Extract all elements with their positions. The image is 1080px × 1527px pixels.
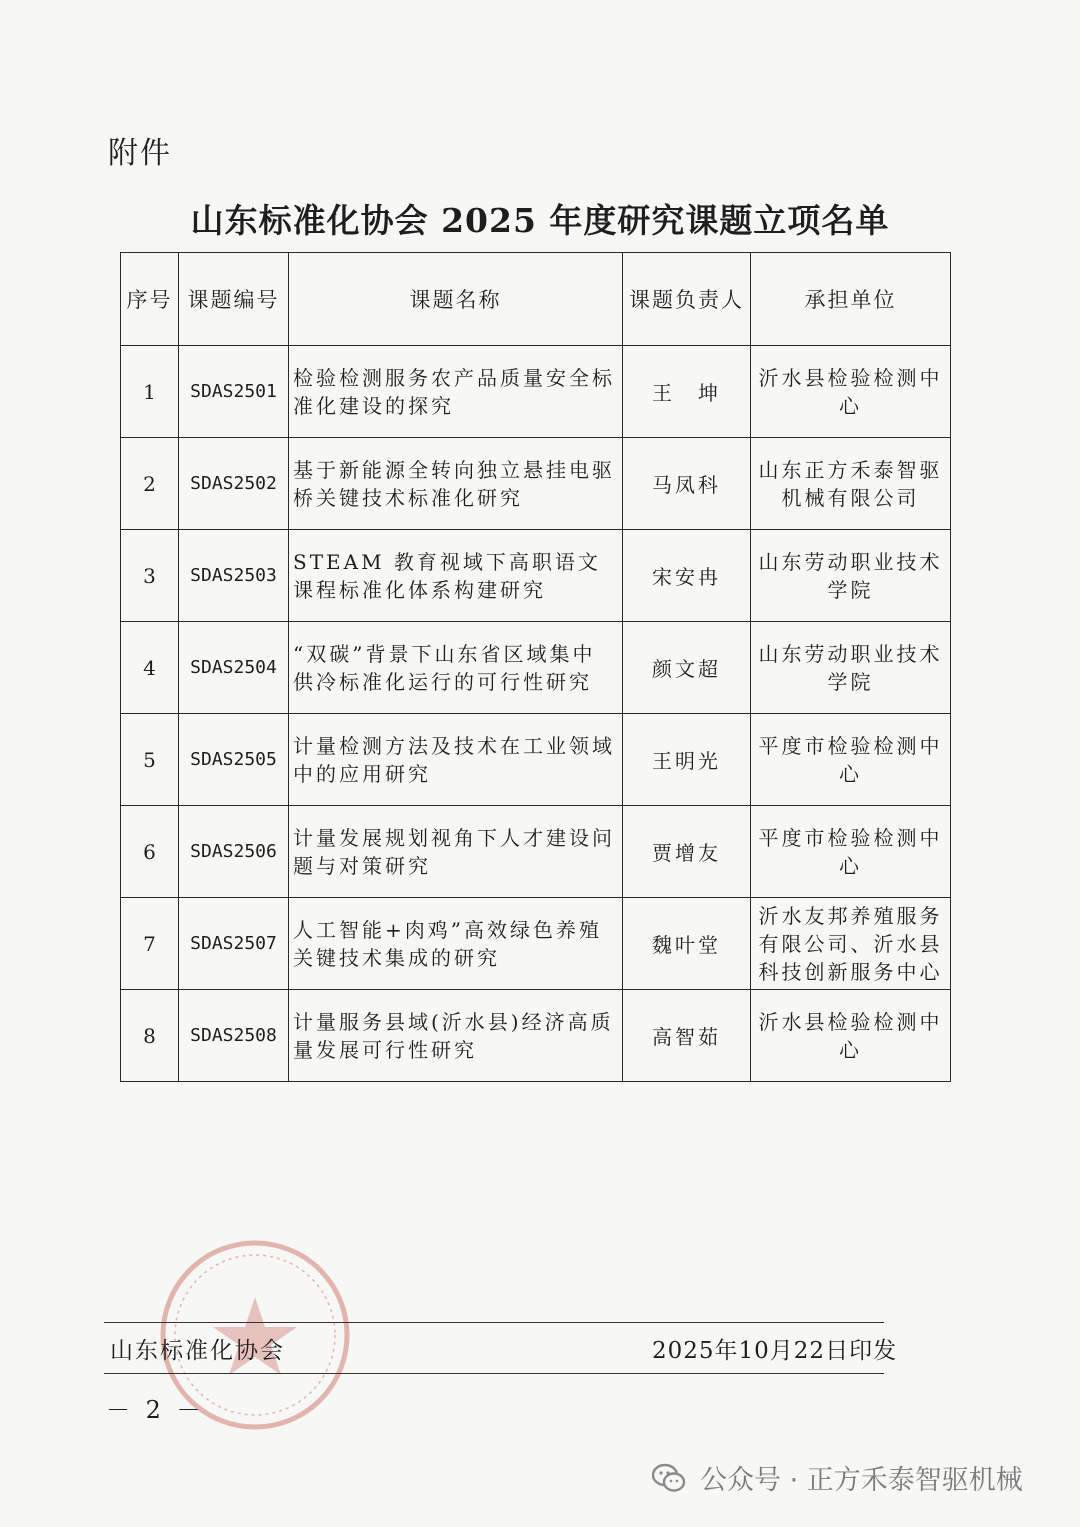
row-name: 人工智能+肉鸡”高效绿色养殖关键技术集成的研究 bbox=[289, 898, 623, 990]
row-lead: 宋安冉 bbox=[623, 530, 751, 622]
row-lead: 王明光 bbox=[623, 714, 751, 806]
row-no: 7 bbox=[121, 898, 179, 990]
table-row bbox=[121, 990, 951, 1082]
row-unit: 平度市检验检测中心 bbox=[751, 714, 951, 806]
issuer-name: 山东标准化协会 bbox=[110, 1338, 285, 1364]
issue-date: 2025年10月22日印发 bbox=[652, 1338, 898, 1364]
row-name: 计量服务县域(沂水县)经济高质量发展可行性研究 bbox=[289, 990, 623, 1082]
wechat-watermark bbox=[652, 1458, 1023, 1497]
row-no: 1 bbox=[121, 346, 179, 438]
row-no: 8 bbox=[121, 990, 179, 1082]
row-name: 计量检测方法及技术在工业领域中的应用研究 bbox=[289, 714, 623, 806]
table-row bbox=[121, 530, 951, 622]
row-lead: 马凤科 bbox=[623, 438, 751, 530]
table-row bbox=[121, 714, 951, 806]
row-code: SDAS2506 bbox=[179, 806, 289, 898]
table-row bbox=[121, 806, 951, 898]
row-code: SDAS2503 bbox=[179, 530, 289, 622]
row-code: SDAS2502 bbox=[179, 438, 289, 530]
table-row bbox=[121, 622, 951, 714]
row-unit: 沂水友邦养殖服务有限公司、沂水县科技创新服务中心 bbox=[751, 898, 951, 990]
row-name: 基于新能源全转向独立悬挂电驱桥关键技术标准化研究 bbox=[289, 438, 623, 530]
table-header-row bbox=[121, 253, 951, 346]
row-unit: 沂水县检验检测中心 bbox=[751, 346, 951, 438]
row-code: SDAS2508 bbox=[179, 990, 289, 1082]
row-code: SDAS2504 bbox=[179, 622, 289, 714]
page-title: 山东标准化协会 2025 年度研究课题立项名单 bbox=[190, 201, 890, 240]
header-lead: 课题负责人 bbox=[623, 253, 751, 346]
row-name: “双碳”背景下山东省区域集中供冷标准化运行的可行性研究 bbox=[289, 622, 623, 714]
page-number: － 2 － bbox=[106, 1396, 205, 1424]
row-no: 5 bbox=[121, 714, 179, 806]
row-lead: 贾增友 bbox=[623, 806, 751, 898]
row-unit: 沂水县检验检测中心 bbox=[751, 990, 951, 1082]
row-no: 3 bbox=[121, 530, 179, 622]
table-row bbox=[121, 346, 951, 438]
row-code: SDAS2507 bbox=[179, 898, 289, 990]
row-code: SDAS2501 bbox=[179, 346, 289, 438]
row-unit: 山东正方禾泰智驱机械有限公司 bbox=[751, 438, 951, 530]
footer-top-rule bbox=[104, 1322, 884, 1323]
table-row bbox=[121, 898, 951, 990]
header-name: 课题名称 bbox=[289, 253, 623, 346]
row-no: 2 bbox=[121, 438, 179, 530]
project-list-table bbox=[120, 252, 951, 1082]
row-lead: 高智茹 bbox=[623, 990, 751, 1082]
row-name: STEAM 教育视域下高职语文课程标准化体系构建研究 bbox=[289, 530, 623, 622]
wechat-text: 公众号 · 正方禾泰智驱机械 bbox=[700, 1465, 1023, 1496]
attachment-label: 附件 bbox=[108, 136, 172, 171]
row-name: 计量发展规划视角下人才建设问题与对策研究 bbox=[289, 806, 623, 898]
row-no: 4 bbox=[121, 622, 179, 714]
row-unit: 平度市检验检测中心 bbox=[751, 806, 951, 898]
row-no: 6 bbox=[121, 806, 179, 898]
row-unit: 山东劳动职业技术学院 bbox=[751, 622, 951, 714]
table-row bbox=[121, 438, 951, 530]
row-lead: 魏叶堂 bbox=[623, 898, 751, 990]
header-no: 序号 bbox=[121, 253, 179, 346]
header-unit: 承担单位 bbox=[751, 253, 951, 346]
footer-bottom-rule bbox=[104, 1373, 884, 1374]
row-lead: 王 坤 bbox=[623, 346, 751, 438]
wechat-icon bbox=[652, 1463, 686, 1493]
row-name: 检验检测服务农产品质量安全标准化建设的探究 bbox=[289, 346, 623, 438]
header-code: 课题编号 bbox=[179, 253, 289, 346]
row-unit: 山东劳动职业技术学院 bbox=[751, 530, 951, 622]
row-code: SDAS2505 bbox=[179, 714, 289, 806]
row-lead: 颜文超 bbox=[623, 622, 751, 714]
